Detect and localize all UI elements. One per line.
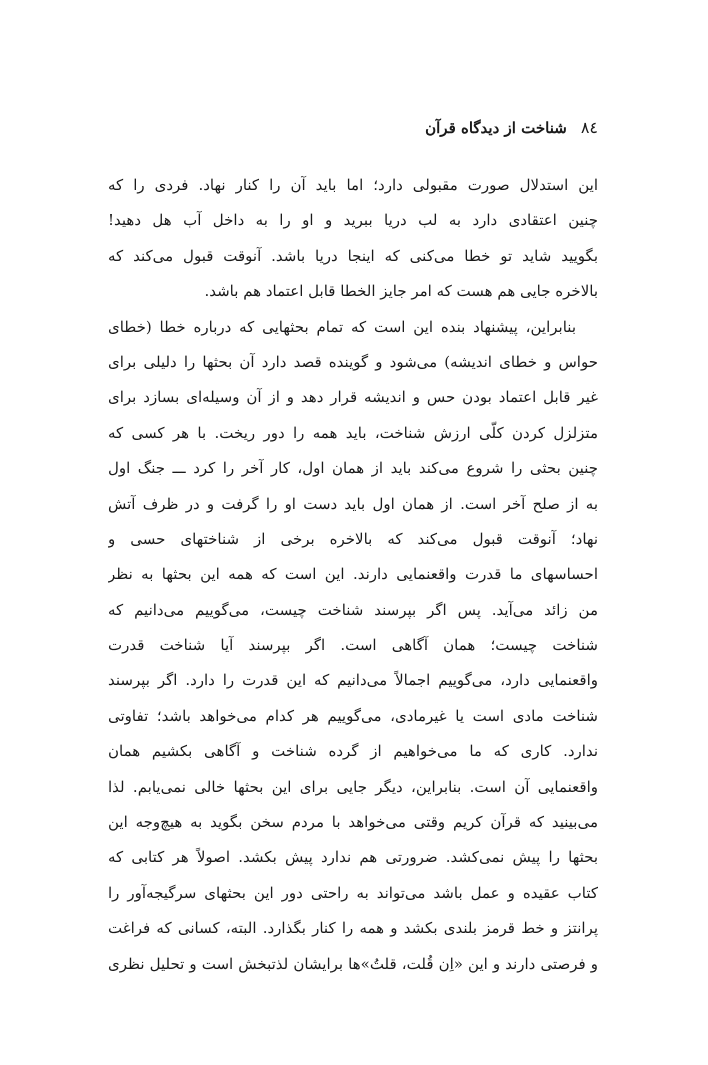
text-line: می‌بینید که قرآن کریم وقتی می‌خواهد با مردم سخن بگوید به هیچ‌وجه این bbox=[108, 813, 598, 832]
paragraph-1 bbox=[108, 168, 598, 310]
text-line: ندارد. کاری که ما می‌خواهیم از گرده شناخت و آگاهی بکشیم همان bbox=[108, 742, 598, 761]
text-line: واقعنمایی آن است. بنابراین، دیگر جایی برای این بحثها خالی نمی‌یابم. لذا bbox=[108, 777, 598, 796]
text-line: این استدلال صورت مقبولی دارد؛ اما باید آن را کنار نهاد. فردی را که bbox=[108, 176, 598, 194]
text-line: چنین بحثی را شروع می‌کند باید از همان اول، کار آخر را کرد ـــ جنگ اول bbox=[108, 459, 598, 478]
text-line: و فرصتی دارند و این «اِن قُلت، قلتُ»ها برایشان لذتبخش است و تحلیل نظری bbox=[108, 954, 598, 973]
text-line: به از صلح آخر است. از همان اول باید دست او را گرفت و در ظرف آتش bbox=[108, 494, 598, 513]
text-line: احساسهای ما قدرت واقعنمایی دارند. این است که همه این بحثها به نظر bbox=[108, 565, 598, 584]
text-line: متزلزل کردن کلّی ارزش شناخت، باید همه را دور ریخت. با هر کسی که bbox=[108, 423, 598, 442]
running-head bbox=[425, 118, 598, 137]
text-line: پرانتز و خط قرمز بلندی بکشد و همه را کنار بگذارد. البته، کسانی که فراغت bbox=[108, 919, 598, 938]
text-line: بگویید شاید تو خطا می‌کنی که اینجا دریا باشد. آنوقت قبول می‌کند که bbox=[108, 246, 598, 265]
body-text bbox=[108, 168, 598, 982]
text-line: کتاب عقیده و عمل باشد می‌تواند به راحتی دور این بحثهای سرگیجه‌آور را bbox=[108, 883, 598, 902]
page-number: ٨٤ bbox=[580, 118, 598, 137]
text-line: حواس و خطای اندیشه) می‌شود و گوینده قصد دارد آن بحثها را دلیلی برای bbox=[108, 352, 598, 371]
text-line: بنابراین، پیشنهاد بنده این است که تمام بحثهایی که درباره خطا (خطای bbox=[108, 317, 576, 336]
running-head-title: شناخت از دیدگاه قرآن bbox=[425, 119, 567, 137]
text-line: بحثها را پیش نمی‌کشد. ضرورتی هم ندارد پیش بکشد. اصولاً هر کتابی که bbox=[108, 848, 598, 867]
text-line: بالاخره جایی هم هست که امر جایز الخطا قابل اعتماد هم باشد. bbox=[204, 282, 598, 301]
text-line: شناخت مادی است یا غیرمادی، می‌گوییم هر کدام می‌خواهد باشد؛ تفاوتی bbox=[108, 706, 598, 725]
text-line: شناخت چیست؛ همان آگاهی است. اگر بپرسند آیا شناخت قدرت bbox=[108, 636, 598, 655]
paragraph-2 bbox=[108, 310, 598, 982]
text-line: نهاد؛ آنوقت قبول می‌کند که بالاخره برخی از شناختهای حسی و bbox=[108, 529, 598, 548]
text-line: غیر قابل اعتماد بودن حس و اندیشه قرار دهد و از آن وسیله‌ای بسازد برای bbox=[108, 388, 598, 407]
text-line: چنین اعتقادی دارد به لب دریا ببرید و او را به داخل آب هل دهید! bbox=[108, 211, 598, 230]
text-line: واقعنمایی دارد، می‌گوییم اجمالاً می‌دانیم که این قدرت را دارد. اگر بپرسند bbox=[108, 671, 598, 690]
text-line: من زائد می‌آید. پس اگر بپرسند شناخت چیست، می‌گوییم می‌دانیم که bbox=[108, 600, 598, 619]
